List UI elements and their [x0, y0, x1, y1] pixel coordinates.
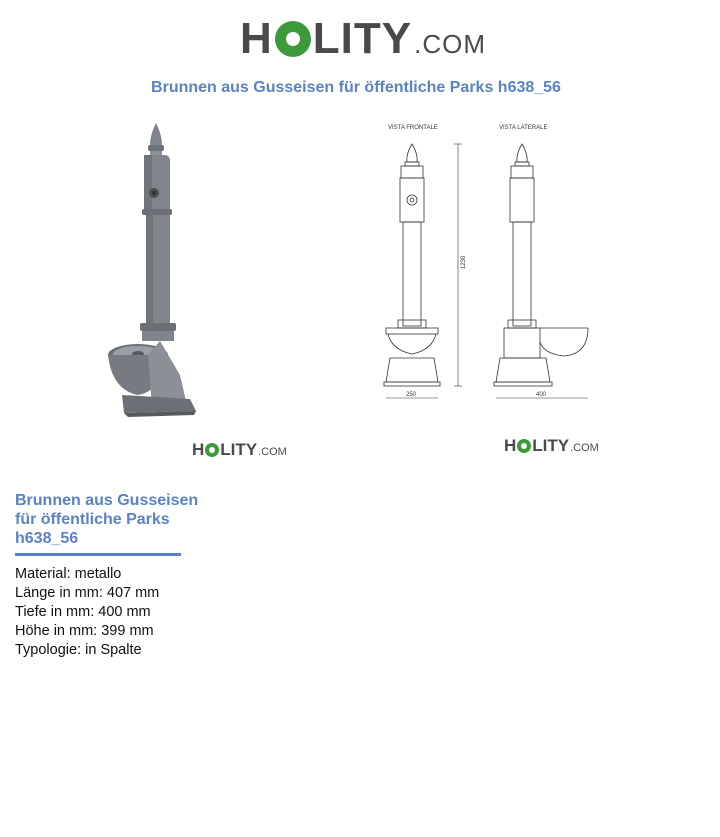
logo-o-icon [275, 21, 311, 57]
side-width-dimension: 400 [536, 392, 547, 398]
spec-list [15, 565, 159, 660]
height-dimension: 1230 [461, 255, 467, 269]
holity-logo-small [192, 440, 287, 460]
logo-suffix: .COM [258, 446, 287, 458]
title-underline [15, 553, 181, 556]
side-view-label: VISTA LATERALE [499, 125, 548, 131]
product-name: Brunnen aus Gusseisen für öffentliche Parks h638_56 [15, 492, 199, 547]
logo-suffix: .COM [414, 29, 486, 59]
logo-text-lity: LITY [532, 436, 570, 455]
logo-suffix: .COM [570, 442, 599, 454]
logo-text-lity: LITY [312, 14, 413, 63]
holity-logo-small [504, 436, 599, 456]
spec-depth: Tiefe in mm: 400 mm [15, 604, 151, 620]
product-photo [100, 115, 210, 425]
logo-text-h: H [192, 440, 205, 459]
spec-length: Länge in mm: 407 mm [15, 585, 160, 601]
spec-height: Höhe in mm: 399 mm [15, 623, 154, 639]
logo-o-icon [205, 443, 219, 457]
logo-text-h: H [504, 436, 517, 455]
logo-text-lity: LITY [220, 440, 258, 459]
front-width-dimension: 250 [406, 392, 417, 398]
page-title: Brunnen aus Gusseisen für öffentliche Parks h638_56 [151, 79, 561, 96]
logo-text-h: H [240, 14, 273, 63]
technical-drawing [360, 116, 605, 416]
spec-material: Material: metallo [15, 566, 122, 582]
logo-o-icon [517, 439, 531, 453]
holity-logo[interactable] [240, 14, 486, 64]
front-view-label: VISTA FRONTALE [388, 125, 438, 131]
spec-type: Typologie: in Spalte [15, 642, 142, 658]
